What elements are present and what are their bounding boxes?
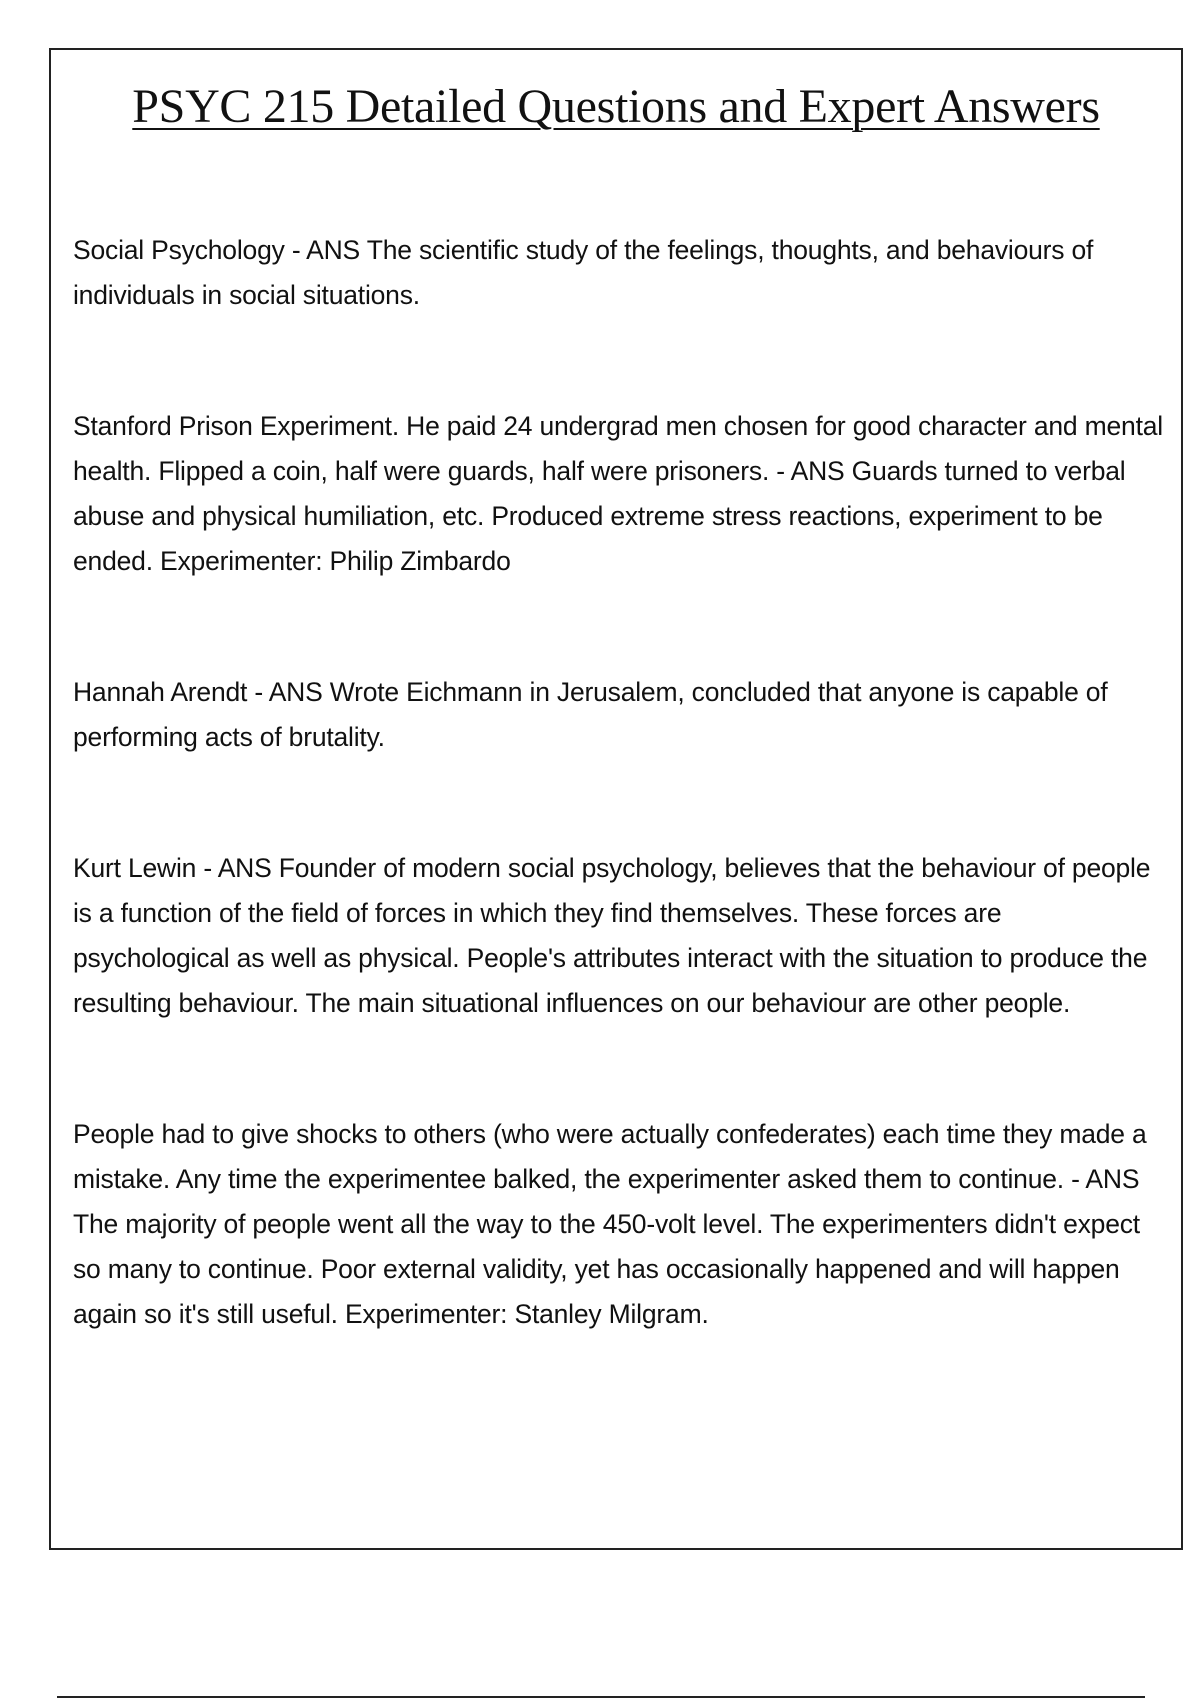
qa-entry-hannah-arendt: Hannah Arendt - ANS Wrote Eichmann in Jerusalem, concluded that anyone is capable of performing acts of brutality. (73, 677, 1108, 752)
qa-list (73, 228, 1165, 1423)
qa-entry-kurt-lewin: Kurt Lewin - ANS Founder of modern social psychology, believes that the behaviour of people is a function of the field of forces in which they find themselves. These forces are psychological as well as physical. People's attributes interact with the situation to produce the resulting behaviour. The main situational influences on our behaviour are other people. (73, 853, 1151, 1018)
document-frame (49, 48, 1183, 1550)
footer-divider (57, 1696, 1145, 1698)
qa-entry-milgram-experiment: People had to give shocks to others (who were actually confederates) each time they made a mistake. Any time the experimentee balked, the experimenter asked them to continue. - ANS The majority of people went all the way to the 450-volt level. The experimenters didn't expect so many to continue. Poor external validity, yet has occasionally happened and will happen again so it's still useful. Experimenter: Stanley Milgram. (73, 1119, 1147, 1329)
qa-entry-social-psychology: Social Psychology - ANS The scientific study of the feelings, thoughts, and behaviours of individuals in social situations. (73, 235, 1094, 310)
document-title: PSYC 215 Detailed Questions and Expert Answers (132, 80, 1100, 133)
qa-entry-stanford-prison-experiment: Stanford Prison Experiment. He paid 24 undergrad men chosen for good character and mental health. Flipped a coin, half were guards, half were prisoners. - ANS Guards turned to verbal abuse and physical humiliation, etc. Produced extreme stress reactions, experiment to be ended. Experimenter: Philip Zimbardo (73, 411, 1163, 576)
